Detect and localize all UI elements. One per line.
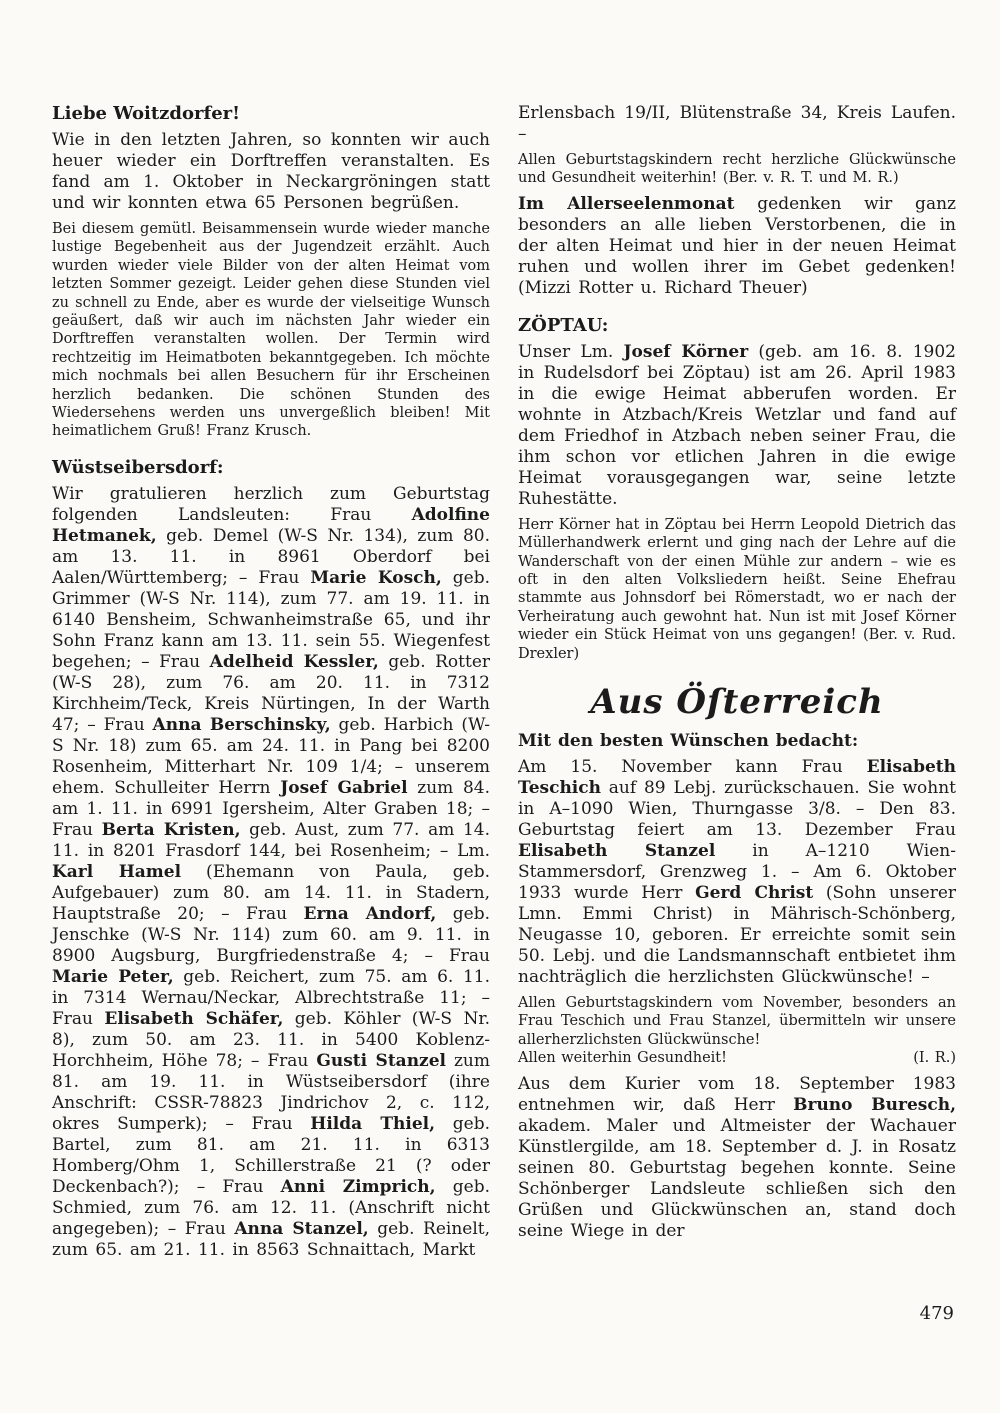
- text-run: Allen Geburtstagskindern vom November, besonders an Frau Teschich und Frau Stanzel, übermitteln wir unsere allerherzlichsten Glückwünsche!: [518, 995, 956, 1048]
- text-run: (Sohn unserer Lmn. Emmi Christ) in Mährisch-Schönberg, Neugasse 10, geboren. Er erreichte somit sein 50. Lebj. und die Landsmannschaft entbietet ihm nachträglich die herzlichsten Glückwünsche! –: [518, 883, 957, 988]
- text-run: geb. Köhler (W-S Nr. 8), zum 50. am 23. 11. in 5400 Koblenz-Horchheim, Höhe 78; – Frau: [52, 1008, 490, 1071]
- bold-text: Bruno Buresch,: [793, 1094, 956, 1115]
- text-run: Aus dem Kurier vom 18. September 1983 entnehmen wir, daß Herr: [518, 1073, 956, 1115]
- bold-text: Marie Kosch,: [310, 567, 442, 588]
- bold-text: Adelheid Kessler,: [209, 651, 379, 672]
- section-heading: Wüstseibersdorf:: [52, 456, 224, 478]
- text-run: (Ehemann von Paula, geb. Aufgebauer) zum 80. am 14. 11. in Stadern, Hauptstraße 20; – Frau: [52, 861, 490, 924]
- bold-text: Marie Peter,: [52, 966, 174, 987]
- bold-text: Gerd Christ: [695, 883, 814, 904]
- text-run: geb. Reinelt, zum 65. am 21. 11. in 8563 Schnaittach, Markt: [52, 1218, 490, 1260]
- text-run: Am 15. November kann Frau: [518, 757, 867, 778]
- paragraph: [518, 342, 956, 510]
- text-run: Erlensbach 19/II, Blütenstraße 34, Kreis Laufen. –: [518, 103, 956, 144]
- section-heading: ZÖPTAU:: [518, 314, 609, 336]
- paragraph: [518, 151, 956, 188]
- bold-text: Josef Körner: [623, 341, 749, 362]
- paragraph: [52, 220, 490, 441]
- text-run: Herr Körner hat in Zöptau bei Herrn Leopold Dietrich das Müllerhandwerk erlernt und ging nach der Lehre auf die Wanderschaft von der einen Mühle zur andern – wie es oft in den alten Volksliedern heißt. Seine Ehefrau stammte aus Johnsdorf bei Römerstadt, wo er nach der Verheiratung auch gewohnt hat. Nun ist mit Josef Körner wieder ein Stück Heimat von uns gegangen! (Ber. v. Rud. Drexler): [518, 516, 956, 662]
- signature-right: (I. R.): [913, 1050, 956, 1067]
- paragraph: [518, 103, 956, 145]
- text-run: geb. Harbich (W-S Nr. 18) zum 65. am 24. 11. in Pang bei 8200 Rosenheim, Mitterhart Nr. 109 1/4; – unserem ehem. Schulleiter Herrn: [52, 714, 491, 798]
- bold-text: Anna Berschinsky,: [152, 714, 331, 735]
- bold-text: Elisabeth Teschich: [518, 757, 956, 799]
- text-run: geb. Grimmer (W-S Nr. 114), zum 77. am 19. 11. in 6140 Bensheim, Schwanheimstraße 65, und ihr Sohn Franz kann am 13. 11. sein 55. Wiegenfest begehen; – Frau: [52, 567, 490, 672]
- bold-text: Hilda Thiel,: [310, 1113, 436, 1134]
- left-column: [52, 103, 490, 1267]
- bold-text: Anna Stanzel,: [234, 1218, 369, 1239]
- signature-line: [518, 1049, 956, 1067]
- text-run: Unser Lm.: [518, 341, 624, 362]
- text-run: geb. Demel (W-S Nr. 134), zum 80. am 13. 11. in 8961 Oberdorf bei Aalen/Württemberg; – Frau: [52, 525, 490, 588]
- text-run: zum 84. am 1. 11. in 6991 Igersheim, Alter Graben 18; – Frau: [52, 777, 490, 840]
- text-run: in A–1210 Wien-Stammersdorf, Grenzweg 1. – Am 6. Oktober 1933 wurde Herr: [518, 841, 956, 904]
- text-run: (geb. am 16. 8. 1902 in Rudelsdorf bei Zöptau) ist am 26. April 1983 in die ewige Heimat abberufen worden. Er wohnte in Atzbach/Kreis Wetzlar und fand auf dem Friedhof in Atzbach neben seiner Frau, die ihm schon vor etlichen Jahren in die ewige Heimat vorausgegangen war, seine letzte Ruhestätte.: [518, 341, 956, 509]
- bold-text: Erna Andorf,: [303, 903, 437, 924]
- section-heading: Liebe Woitzdorfer!: [52, 103, 241, 124]
- bold-text: Elisabeth Stanzel: [518, 841, 716, 862]
- paragraph: [52, 484, 490, 1261]
- text-run: geb. Bartel, zum 81. am 21. 11. in 6313 Homberg/Ohm 1, Schillerstraße 21 (? oder Deckenbach?); – Frau: [52, 1113, 490, 1197]
- text-run: zum 81. am 19. 11. in Wüstseibersdorf (ihre Anschrift: CSSR-78823 Jindrichov 2, c. 112, okres Sumperk); – Frau: [52, 1050, 490, 1134]
- text-run: geb. Aust, zum 77. am 14. 11. in 8201 Frasdorf 144, bei Rosenheim; – Lm.: [52, 819, 490, 861]
- paragraph: [52, 130, 490, 214]
- text-run: geb. Rotter (W-S 28), zum 76. am 20. 11. in 7312 Kirchheim/Teck, Kreis Nürtingen, In der Warth 47; – Frau: [52, 651, 491, 735]
- signature-left: Allen weiterhin Gesundheit!: [518, 1050, 727, 1067]
- text-run: Wie in den letzten Jahren, so konnten wir auch heuer wieder ein Dorftreffen veranstalten. Es fand am 1. Oktober in Neckargröningen statt und wir konnten etwa 65 Personen begrüßen.: [52, 130, 490, 213]
- paragraph: [518, 194, 956, 299]
- text-run: akadem. Maler und Altmeister der Wachauer Künstlergilde, am 18. September d. J. in Rosatz seinen 80. Geburtstag begehen konnte. Seine Schönberger Landsleute schließen sich den Grüßen und Glückwünschen an, stand doch seine Wiege in der: [518, 1115, 956, 1241]
- text-run: Wir gratulieren herzlich zum Geburtstag folgenden Landsleuten: Frau: [52, 483, 490, 525]
- text-run: auf 89 Lebj. zurückschauen. Sie wohnt in A–1090 Wien, Thurngasse 3/8. – Den 83. Geburtstag feiert am 13. Dezember Frau: [518, 778, 956, 841]
- paragraph: [518, 994, 956, 1049]
- bold-text: Im Allerseelenmonat: [518, 193, 735, 214]
- text-run: geb. Schmied, zum 76. am 12. 11. (Anschrift nicht angegeben); – Frau: [52, 1176, 490, 1239]
- subheading: Mit den besten Wünschen bedacht:: [518, 731, 859, 752]
- fraktur-heading: Aus Öſterreich: [590, 682, 884, 723]
- paragraph: [518, 1074, 956, 1242]
- text-run: geb. Reichert, zum 75. am 6. 11. in 7314 Wernau/Neckar, Albrechtstraße 11; – Frau: [52, 966, 490, 1029]
- bold-text: Adolfine Hetmanek,: [52, 504, 490, 546]
- text-run: gedenken wir ganz besonders an alle lieben Verstorbenen, die in der alten Heimat und hier in der neuen Heimat ruhen und wollen ihrer im Gebet gedenken! (Mizzi Rotter u. Richard Theuer): [518, 193, 956, 298]
- page-number: 479: [919, 1303, 954, 1324]
- text-columns: [52, 103, 956, 1267]
- bold-text: Elisabeth Schäfer,: [104, 1008, 284, 1029]
- bold-text: Berta Kristen,: [101, 819, 241, 840]
- text-run: geb. Jenschke (W-S Nr. 114) zum 60. am 9. 11. in 8900 Augsburg, Burgfriedenstraße 4; – Frau: [52, 903, 490, 966]
- text-run: Allen Geburtstagskindern recht herzliche Glückwünsche und Gesundheit weiterhin! (Ber. v. R. T. und M. R.): [518, 152, 956, 187]
- bold-text: Karl Hamel: [52, 861, 182, 882]
- text-run: Bei diesem gemütl. Beisammensein wurde wieder manche lustige Begebenheit aus der Jugendzeit erzählt. Auch wurden wieder viele Bilder von der alten Heimat vom letzten Sommer gezeigt. Leider gehen diese Stunden viel zu schnell zu Ende, aber es wurde der vielseitige Wunsch geäußert, daß wir auch im nächsten Jahr wieder ein Dorftreffen veranstalten wollen. Der Termin wird rechtzeitig im Heimatboten bekanntgegeben. Ich möchte mich nochmals bei allen Besuchern für ihr Erscheinen herzlich bedanken. Die schönen Stunden des Wiedersehens werden uns unvergeßlich bleiben! Mit heimatlichem Gruß! Franz Krusch.: [52, 221, 490, 440]
- bold-text: Josef Gabriel: [280, 777, 408, 798]
- bold-text: Gusti Stanzel: [316, 1050, 446, 1071]
- right-column: [518, 103, 956, 1248]
- paragraph: [518, 516, 956, 663]
- bold-text: Anni Zimprich,: [280, 1176, 436, 1197]
- paragraph: [518, 757, 956, 988]
